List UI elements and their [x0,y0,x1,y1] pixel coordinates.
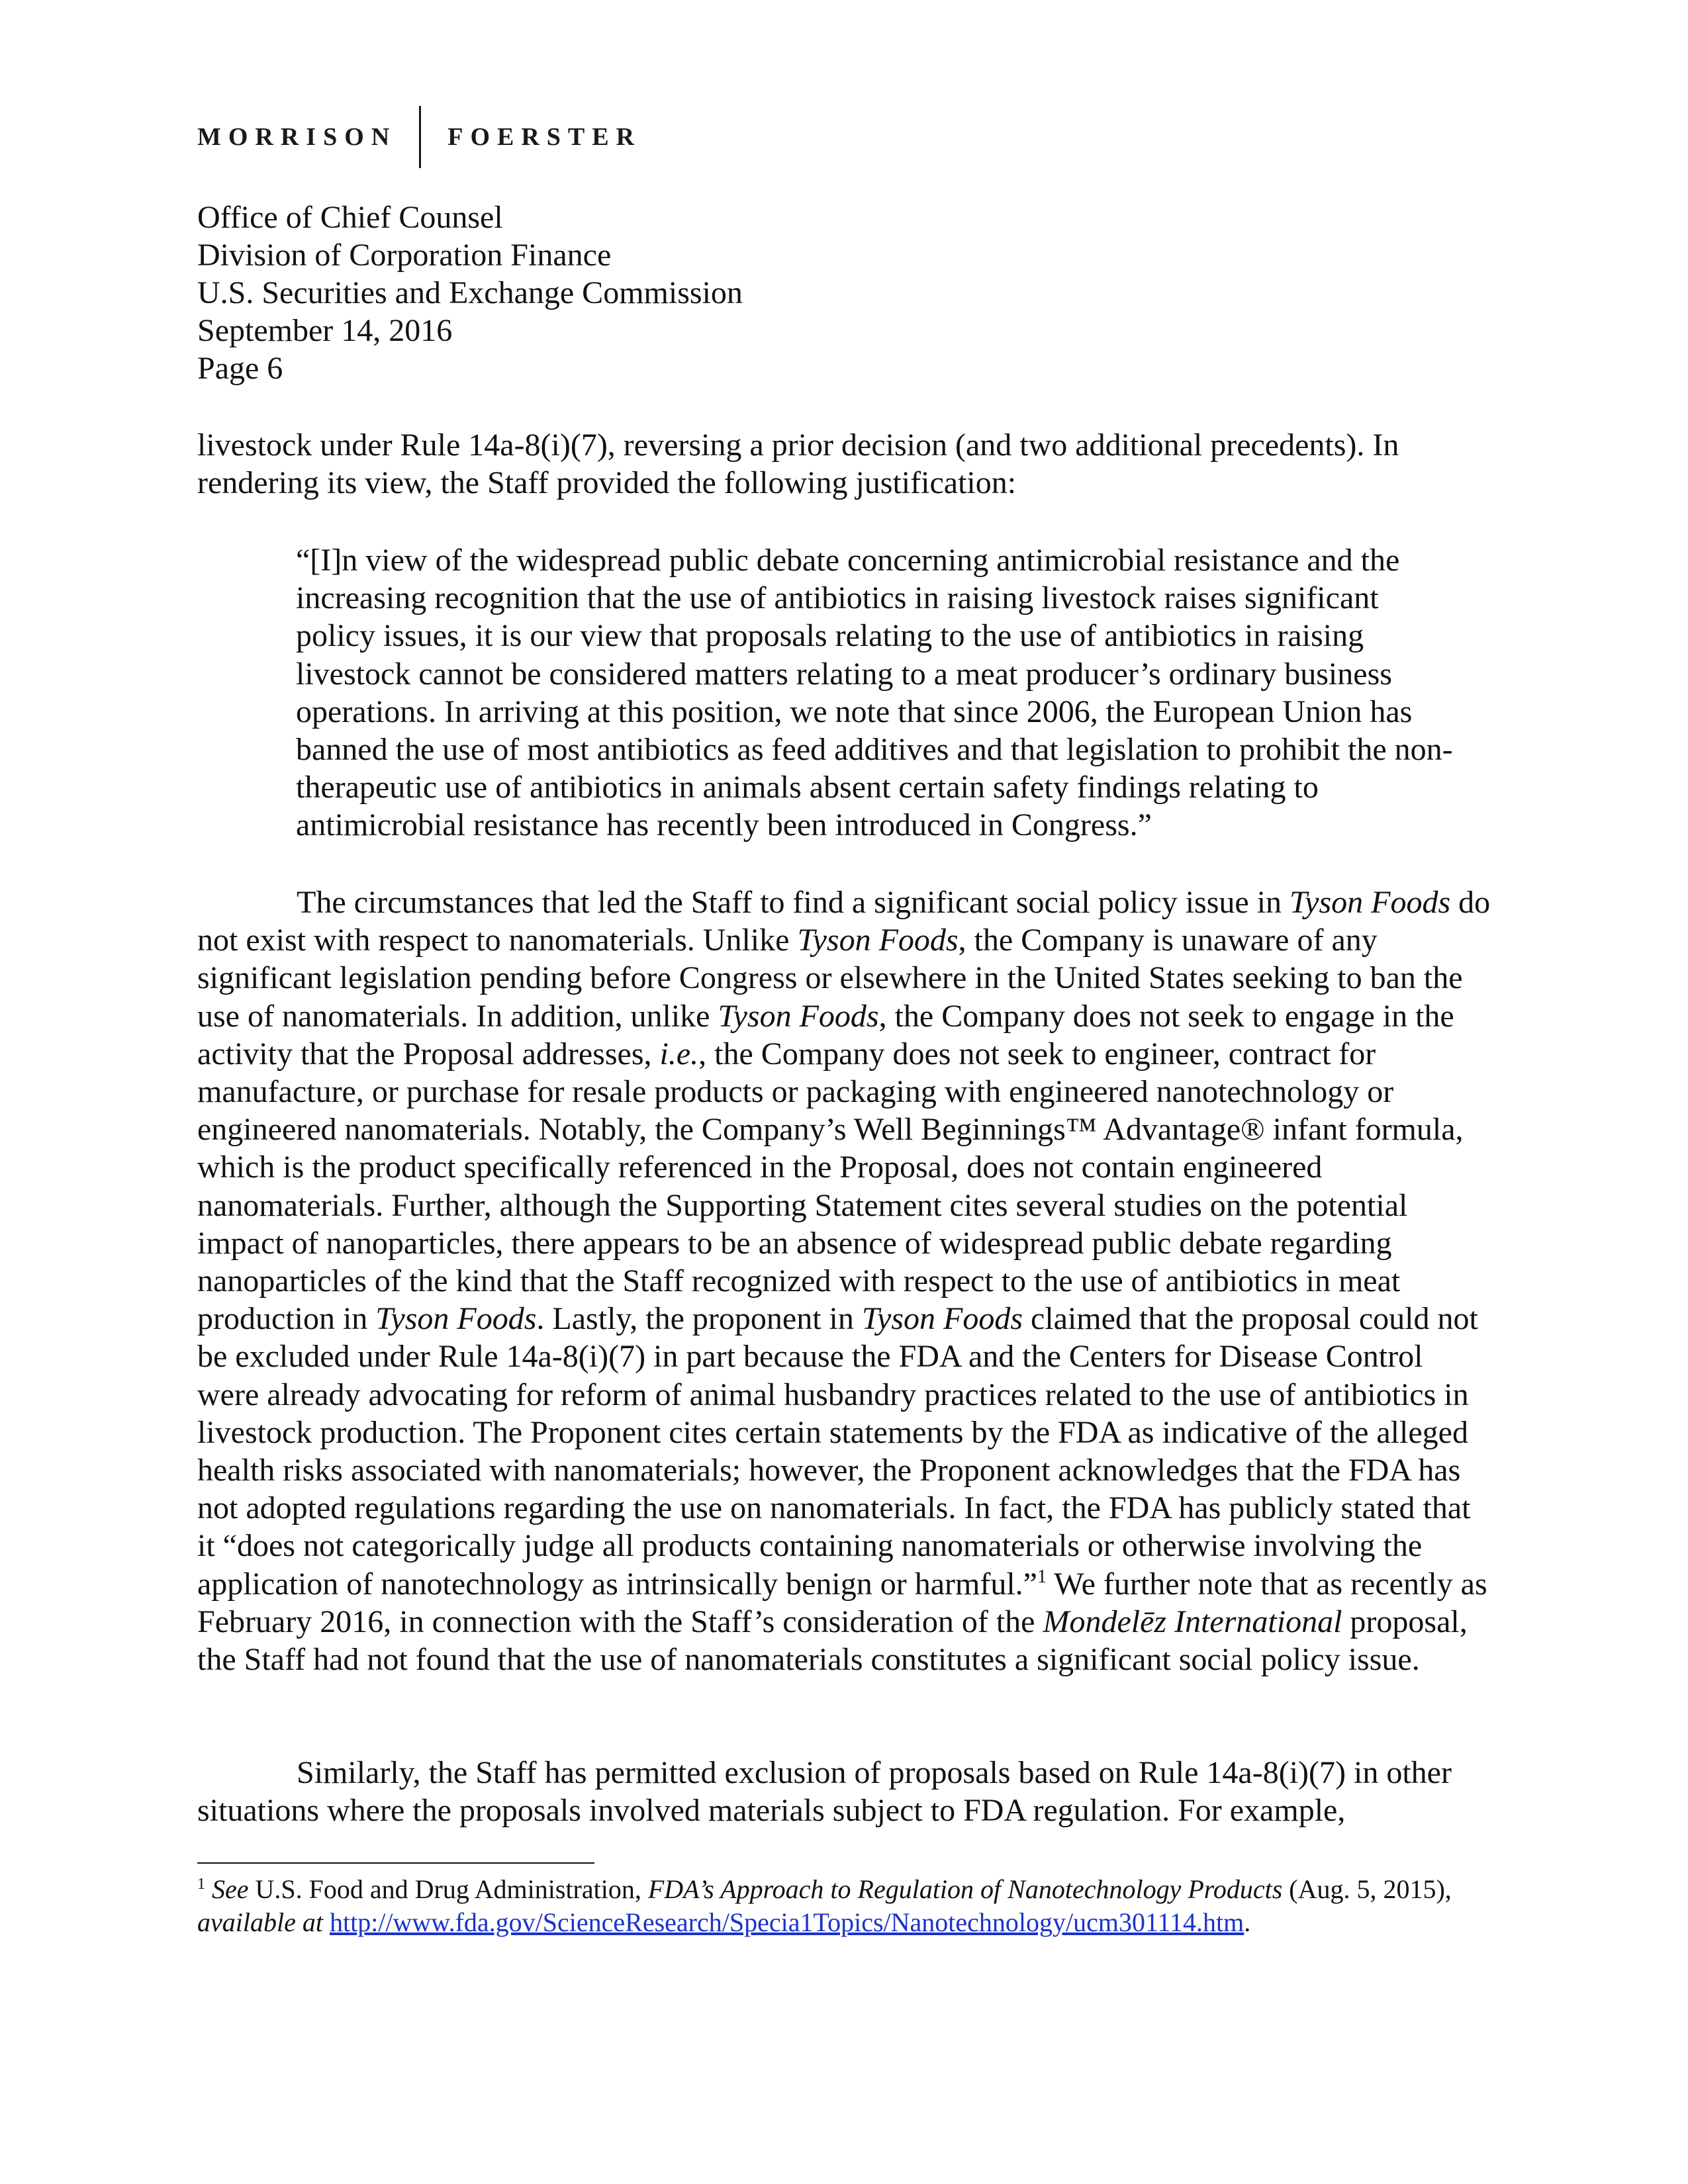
block-quote: “[I]n view of the widespread public debate concerning antimicrobial resistance and the increasing recognition that the use of antibiotics in raising livestock raises significant policy issues, it is our view that proposals relating to the use of antibiotics in raising livestock cannot be considered matters relating to a meat producer’s ordinary business operations. In arriving at this position, we note that since 2006, the European Union has banned the use of most antibiotics as feed additives and that legislation to prohibit the non-therapeutic use of antibiotics in animals absent certain safety findings relating to antimicrobial resistance has recently been introduced in Congress.” [296,543,1453,843]
address-block [197,199,743,387]
case-name-mondelez: Mondelēz International [1043,1604,1342,1639]
letterhead-left: MORRISON [197,123,397,151]
abbrev-ie: i.e. [659,1036,699,1071]
page-number: Page 6 [197,351,283,386]
address-line-3: U.S. Securities and Exchange Commission [197,275,743,310]
paragraph-continuation: livestock under Rule 14a-8(i)(7), reversing a prior decision (and two additional precedents). In rendering its view, the Staff provided the following justification: [197,428,1399,501]
case-name-tyson: Tyson Foods [861,1301,1023,1337]
paragraph-tyson-analysis [197,884,1491,1678]
letter-date: September 14, 2016 [197,313,453,348]
case-name-tyson: Tyson Foods [718,998,879,1034]
text-run: do not exist with respect to nanomaterials. Unlike [197,885,1491,958]
letterhead-right: FOERSTER [447,123,642,151]
text-run: . [1244,1907,1251,1937]
footnote-signal-see: See [212,1874,249,1904]
paragraph-similarly: Similarly, the Staff has permitted exclusion of proposals based on Rule 14a-8(i)(7) in other situations where the proposals involved materials subject to FDA regulation. For example, [197,1755,1452,1829]
footnote-url-link[interactable]: http://www.fda.gov/ScienceResearch/Specia1Topics/Nanotechnology/ucm301114.htm [329,1907,1244,1937]
text-run: We further note that as recently as February 2016, in connection with the Staff’s consideration of the [197,1566,1487,1639]
text-run: , the Company is unaware of any significant legislation pending before Congress or elsewhere in the United States seeking to ban the use of nanomaterials. In addition, unlike [197,923,1463,1034]
text-run: proposal, the Staff had not found that the use of nanomaterials constitutes a significant social policy issue. [197,1604,1468,1678]
footnote-reference[interactable]: 1 [1037,1566,1047,1587]
case-name-tyson: Tyson Foods [797,923,959,958]
address-line-2: Division of Corporation Finance [197,238,612,273]
text-run: , the Company does not seek to engineer, contract for manufacture, or purchase for resale products or packaging with engineered nanotechnology or engineered nanomaterials. Notably, the Company’s Well Beginnings™ Advantage® infant formula, which is the product specifically referenced in the Proposal, does not contain engineered nanomaterials. Further, although the Supporting Statement cites several studies on the potential impact of nanoparticles, there appears to be an absence of widespread public debate regarding nanoparticles of the kind that the Staff recognized with respect to the use of antibiotics in meat production in [197,1036,1464,1337]
text-run: The circumstances that led the Staff to find a significant social policy issue in [297,885,1290,920]
footnote-source-title: FDA’s Approach to Regulation of Nanotechnology Products [647,1874,1283,1904]
address-line-1: Office of Chief Counsel [197,200,503,235]
case-name-tyson: Tyson Foods [375,1301,537,1337]
letterhead-divider [419,106,421,168]
text-run: claimed that the proposal could not be excluded under Rule 14a-8(i)(7) in part because the FDA and the Centers for Disease Control were already advocating for reform of animal husbandry practices related to the use of antibiotics in livestock production. The Proponent cites certain statements by the FDA as indicative of the alleged health risks associated with nanomaterials; however, the Proponent acknowledges that the FDA has not adopted regulations regarding the use on nanomaterials. In fact, the FDA has publicly stated that it “does not categorically judge all products containing nanomaterials or otherwise involving the application of nanotechnology as intrinsically benign or harmful.” [197,1301,1478,1602]
text-run: . Lastly, the proponent in [536,1301,862,1337]
footnote-separator [197,1862,594,1864]
footnote-number: 1 [197,1876,205,1893]
footnote-available-at: available at [197,1907,323,1937]
text-run: , the Company does not seek to engage in the activity that the Proposal addresses, [197,998,1454,1071]
letterhead-logo [197,106,641,168]
text-run: U.S. Food and Drug Administration, [248,1874,648,1904]
case-name-tyson: Tyson Foods [1289,885,1451,920]
text-run: (Aug. 5, 2015), [1282,1874,1452,1904]
text-run [323,1907,330,1937]
footnote [197,1873,1491,1939]
